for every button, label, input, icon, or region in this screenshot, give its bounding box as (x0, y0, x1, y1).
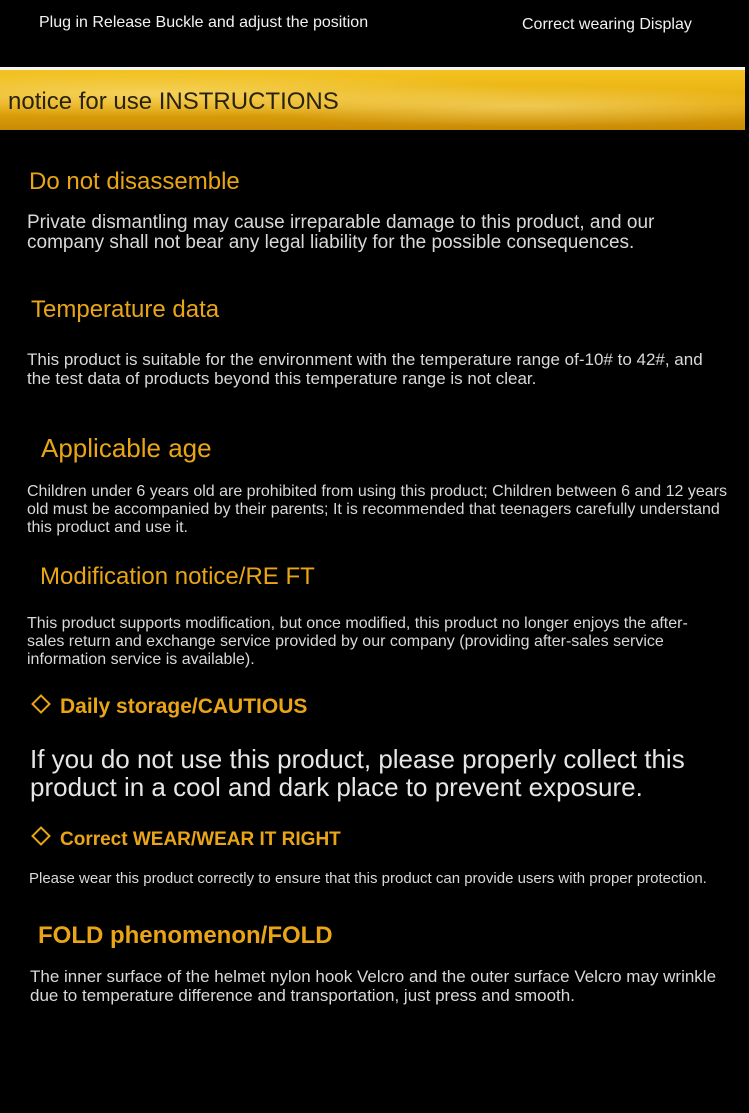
text-modification-notice: This product supports modification, but once modified, this product no longer enjoys the after-sales return and exchange service provided by our company (providing after-sales service information service is available). (27, 615, 688, 668)
heading-temperature-data: Temperature data (31, 296, 220, 323)
banner (0, 70, 745, 130)
text-fold-phenomenon: The inner surface of the helmet nylon hook Velcro and the outer surface Velcro may wrinkle due to temperature difference and transportation, just press and smooth. (30, 967, 717, 1005)
heading-applicable-age: Applicable age (41, 433, 212, 463)
text-temperature-data: This product is suitable for the environment with the temperature range of-10# to 42#, and the test data of products beyond this temperature range is not clear. (27, 350, 703, 388)
heading-fold-phenomenon: FOLD phenomenon/FOLD (38, 922, 333, 949)
heading-correct-wear (34, 829, 341, 851)
heading-daily-storage-label: Daily storage/CAUTIOUS (60, 695, 308, 718)
banner-title: notice for use INSTRUCTIONS (8, 88, 339, 115)
heading-correct-wear-label: Correct WEAR/WEAR IT RIGHT (60, 829, 341, 850)
heading-daily-storage (34, 695, 307, 719)
diamond-bullet-icon (31, 826, 51, 846)
heading-do-not-disassemble: Do not disassemble (29, 168, 240, 195)
text-do-not-disassemble: Private dismantling may cause irreparable damage to this product, and our company shall not bear any legal liability for the possible consequences. (27, 212, 655, 253)
top-caption-left: Plug in Release Buckle and adjust the position (39, 14, 369, 31)
diamond-bullet-icon (31, 694, 51, 714)
text-daily-storage: If you do not use this product, please properly collect this product in a cool and dark place to prevent exposure. (30, 744, 685, 802)
heading-modification-notice: Modification notice/RE FT (40, 563, 315, 590)
text-applicable-age: Children under 6 years old are prohibited from using this product; Children between 6 and 12 years old must be accompanied by their parents; It is recommended that teenagers carefully understand this product and use it. (27, 483, 727, 536)
text-correct-wear: Please wear this product correctly to ensure that this product can provide users with proper protection. (29, 870, 707, 887)
top-caption-right: Correct wearing Display (522, 16, 692, 33)
